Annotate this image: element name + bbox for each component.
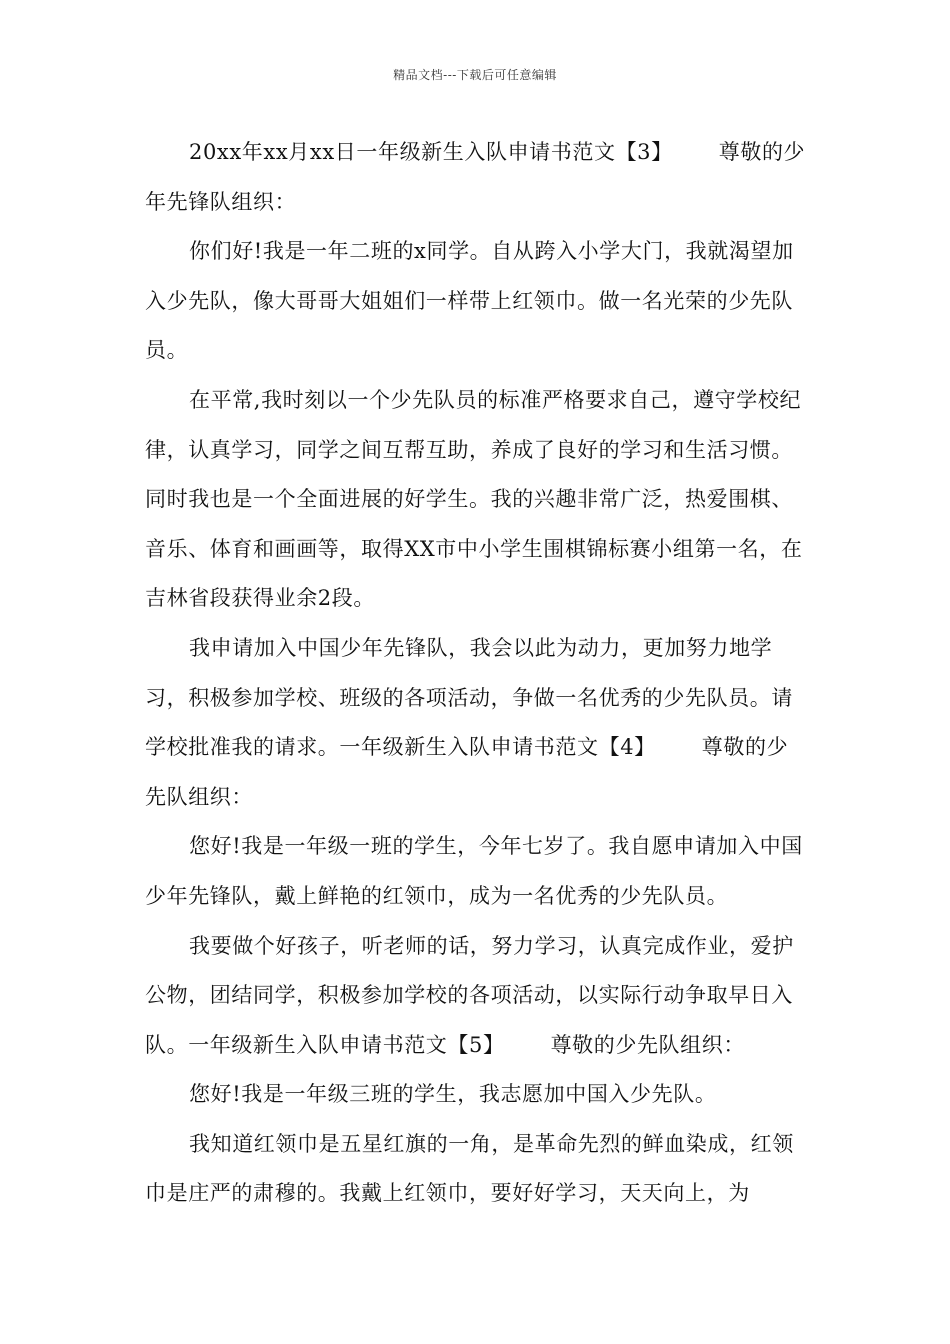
paragraph-4 [145, 624, 807, 822]
paragraph-3: 在平常,我时刻以一个少先队员的标准严格要求自己，遵守学校纪律，认真学习，同学之间互帮互助，养成了良好的学习和生活习惯。同时我也是一个全面进展的好学生。我的兴趣非常广泛，热爱围棋、音乐、体育和画画等，取得XX市中小学生围棋锦标赛小组第一名，在吉林省段获得业余2段。 [145, 387, 803, 611]
paragraph-6-salutation: 尊敬的少先队组织： [550, 1032, 745, 1057]
paragraph-5: 您好!我是一年级一班的学生，今年七岁了。我自愿申请加入中国少年先锋队，戴上鲜艳的红领巾，成为一名优秀的少先队员。 [145, 834, 803, 908]
paragraph-1 [145, 128, 807, 227]
paragraph-4-text: 我申请加入中国少年先锋队，我会以此为动力，更加努力地学习，积极参加学校、班级的各项活动，争做一名优秀的少先队员。请学校批准我的请求。一年级新生入队申请书范文【4】 [145, 635, 793, 760]
paragraph-4-salutation: 尊敬的少先队组织： [145, 735, 789, 809]
paragraph-7: 您好!我是一年级三班的学生，我志愿加中国入少先队。 [189, 1082, 717, 1107]
paragraph-2: 你们好!我是一年二班的x同学。自从跨入小学大门，我就渴望加入少先队，像大哥哥大姐姐们一样带上红领巾。做一名光荣的少先队员。 [145, 239, 794, 363]
paragraph-6 [145, 922, 807, 1071]
paragraph-6-text: 我要做个好孩子，听老师的话，努力学习，认真完成作业，爱护公物，团结同学，积极参加学校的各项活动，以实际行动争取早日入队。一年级新生入队申请书范文【5】 [145, 933, 794, 1057]
paragraph-1-salutation: 尊敬的少年先锋队组织： [145, 140, 806, 214]
document-body [145, 128, 807, 1219]
paragraph-1-text: 20xx年xx月xx日一年级新生入队申请书范文【3】 [189, 140, 673, 164]
page-header: 精品文档---下载后可任意编辑 [393, 68, 557, 82]
paragraph-8: 我知道红领巾是五星红旗的一角，是革命先烈的鲜血染成，红领巾是庄严的肃穆的。我戴上红领巾，要好好学习，天天向上，为 [145, 1131, 794, 1206]
